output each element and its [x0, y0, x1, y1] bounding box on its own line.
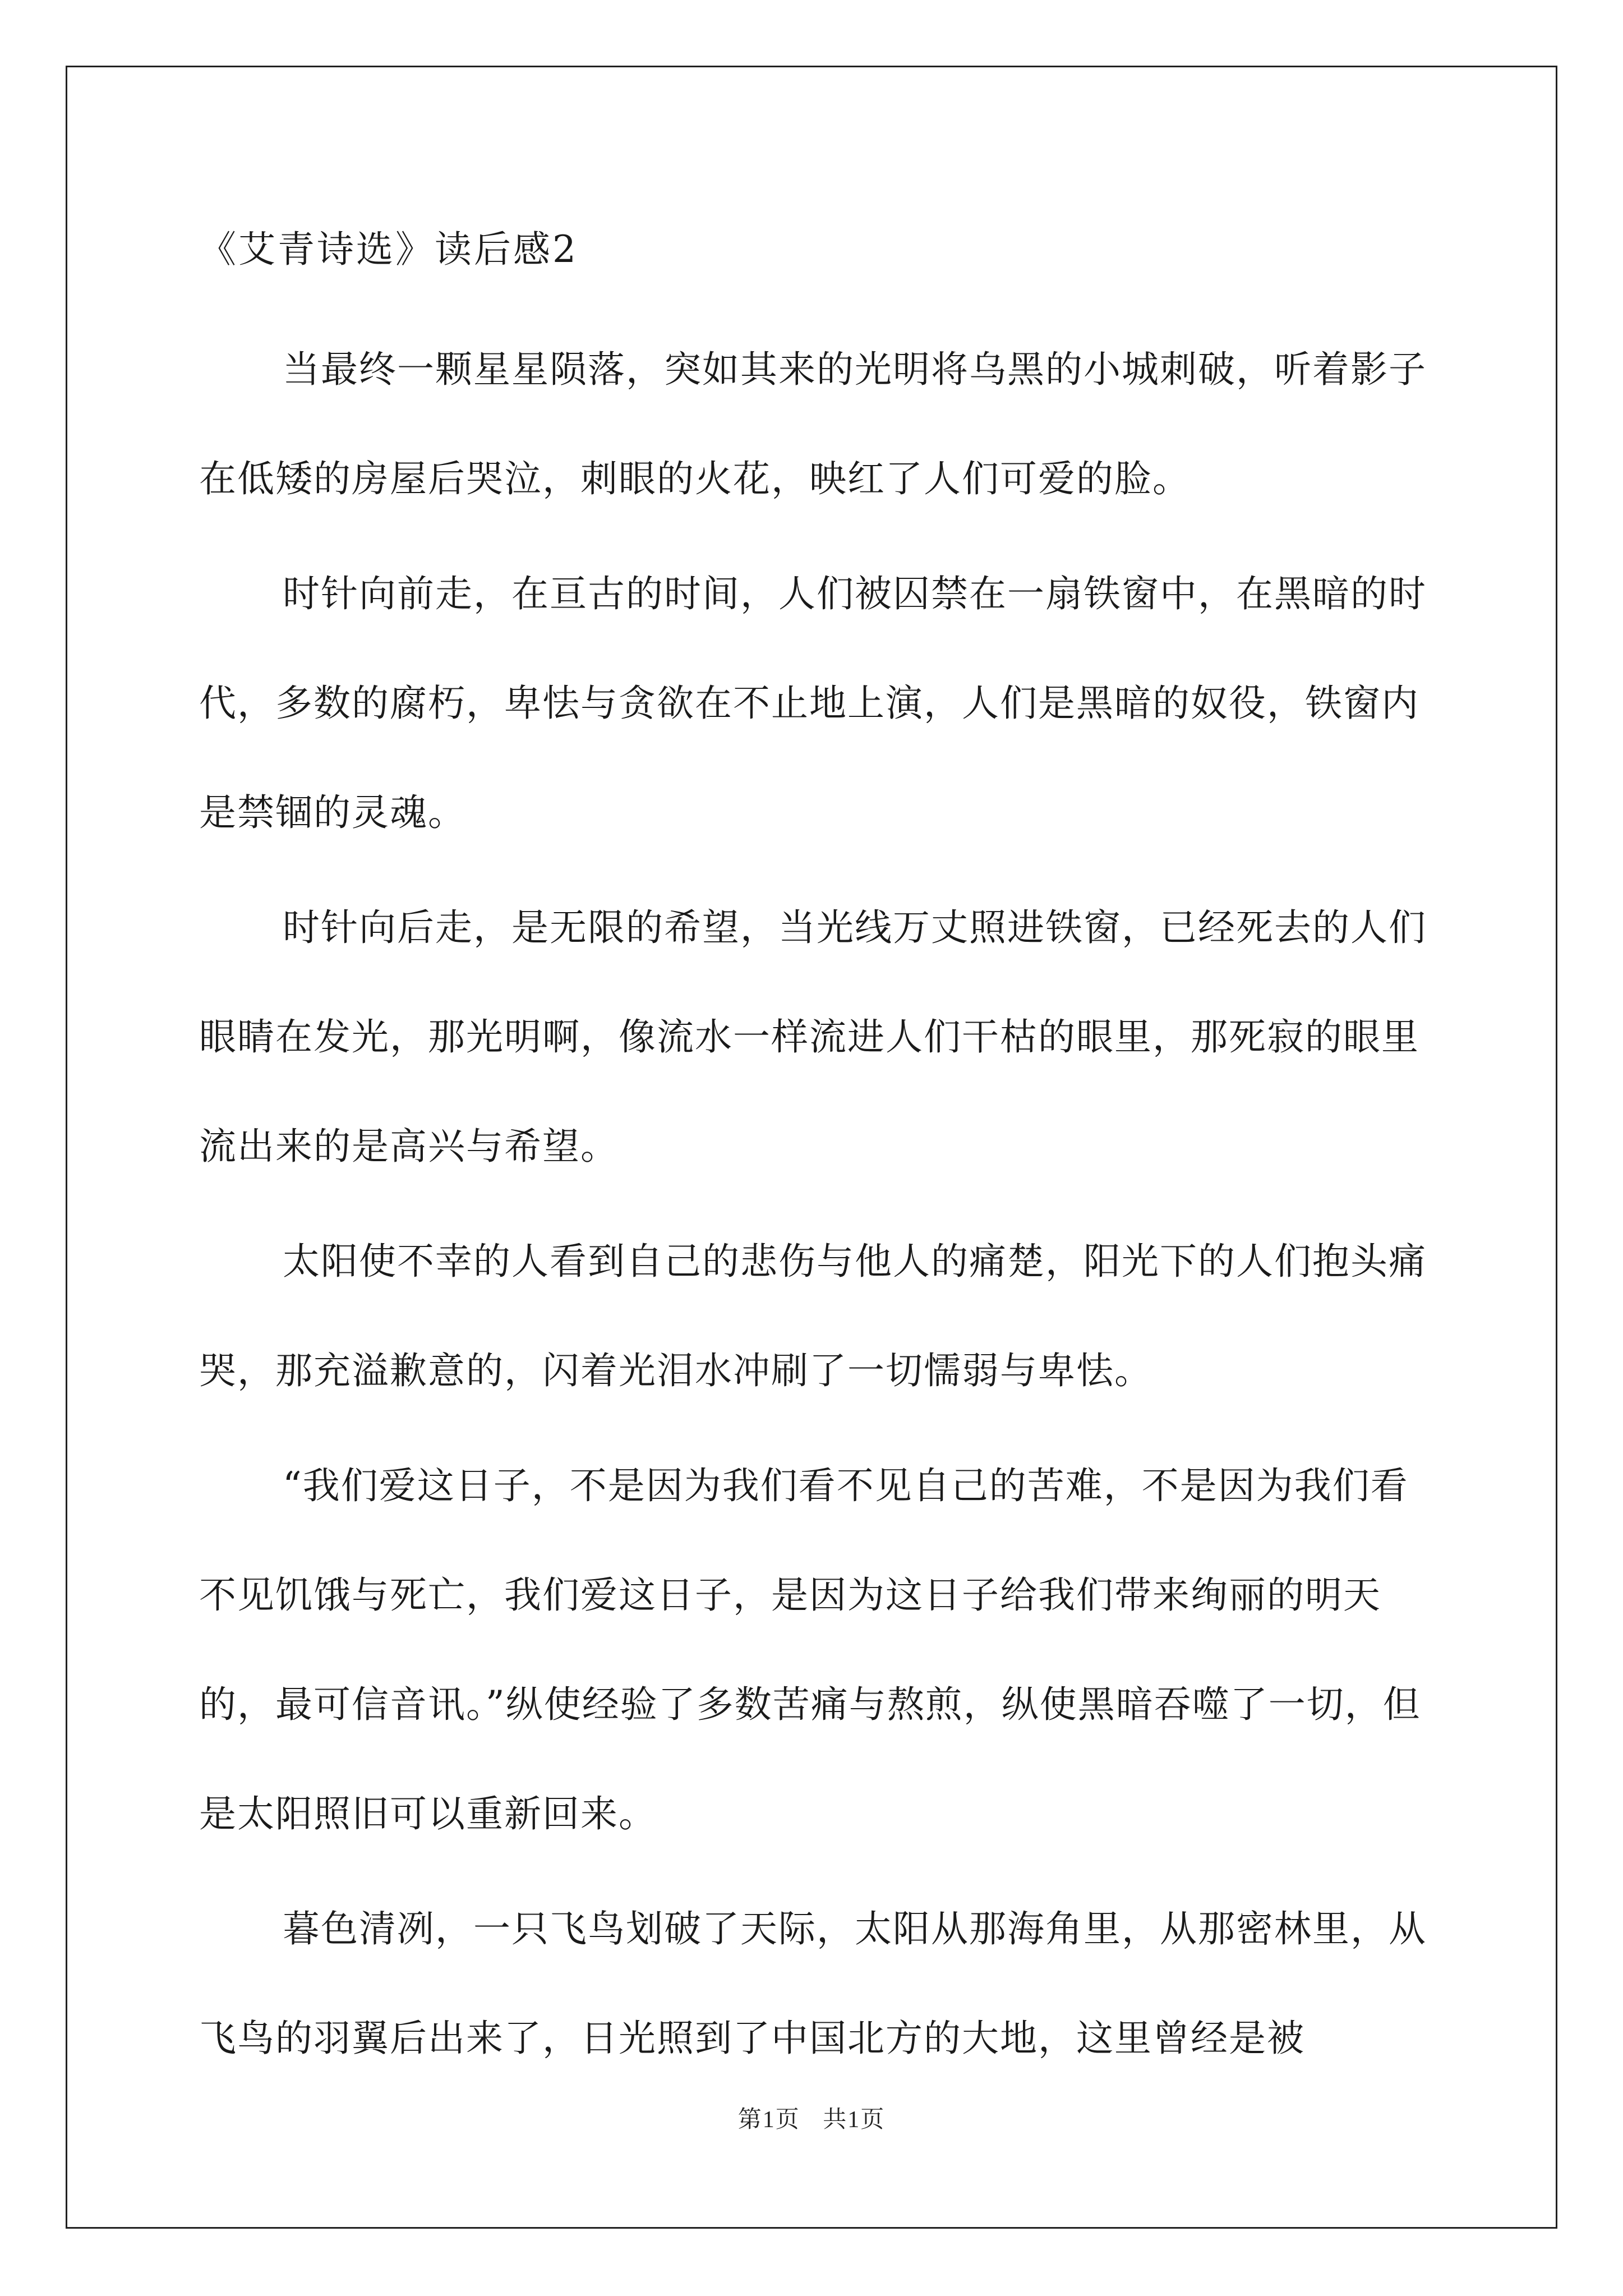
- page-number: 第1页: [737, 2107, 800, 2133]
- paragraph-3: 时针向后走，是无限的希望，当光线万丈照进铁窗，已经死去的人们眼睛在发光，那光明啊，像流水一样流进人们干枯的眼里，那死寂的眼里流出来的是高兴与希望。: [199, 906, 1427, 1168]
- paragraph-1: 当最终一颗星星陨落，突如其来的光明将乌黑的小城刺破，听着影子在低矮的房屋后哭泣，刺眼的火花，映红了人们可爱的脸。: [199, 348, 1427, 500]
- paragraph-5: “我们爱这日子，不是因为我们看不见自己的苦难，不是因为我们看不见饥饿与死亡，我们爱这日子，是因为这日子给我们带来绚丽的明天的，最可信音讯。”纵使经验了多数苦痛与熬煎，纵使黑暗吞噬了一切，但是太阳照旧可以重新回来。: [199, 1464, 1421, 1835]
- page-total: 共1页: [823, 2107, 886, 2133]
- paragraph-4: 太阳使不幸的人看到自己的悲伤与他人的痛楚，阳光下的人们抱头痛哭，那充溢歉意的，闪着光泪水冲刷了一切懦弱与卑怯。: [199, 1240, 1427, 1392]
- paragraph-6: 暮色清冽，一只飞鸟划破了天际，太阳从那海角里，从那密林里，从飞鸟的羽翼后出来了，日光照到了中国北方的大地，这里曾经是被: [199, 1907, 1427, 2060]
- page-footer: [0, 2101, 1623, 2134]
- document-body: [199, 216, 1444, 2099]
- document-title: 《艾青诗选》读后感2: [199, 228, 578, 271]
- paragraph-2: 时针向前走，在亘古的时间，人们被囚禁在一扇铁窗中，在黑暗的时代，多数的腐朽，卑怯与贪欲在不止地上演，人们是黑暗的奴役，铁窗内是禁锢的灵魂。: [199, 572, 1427, 834]
